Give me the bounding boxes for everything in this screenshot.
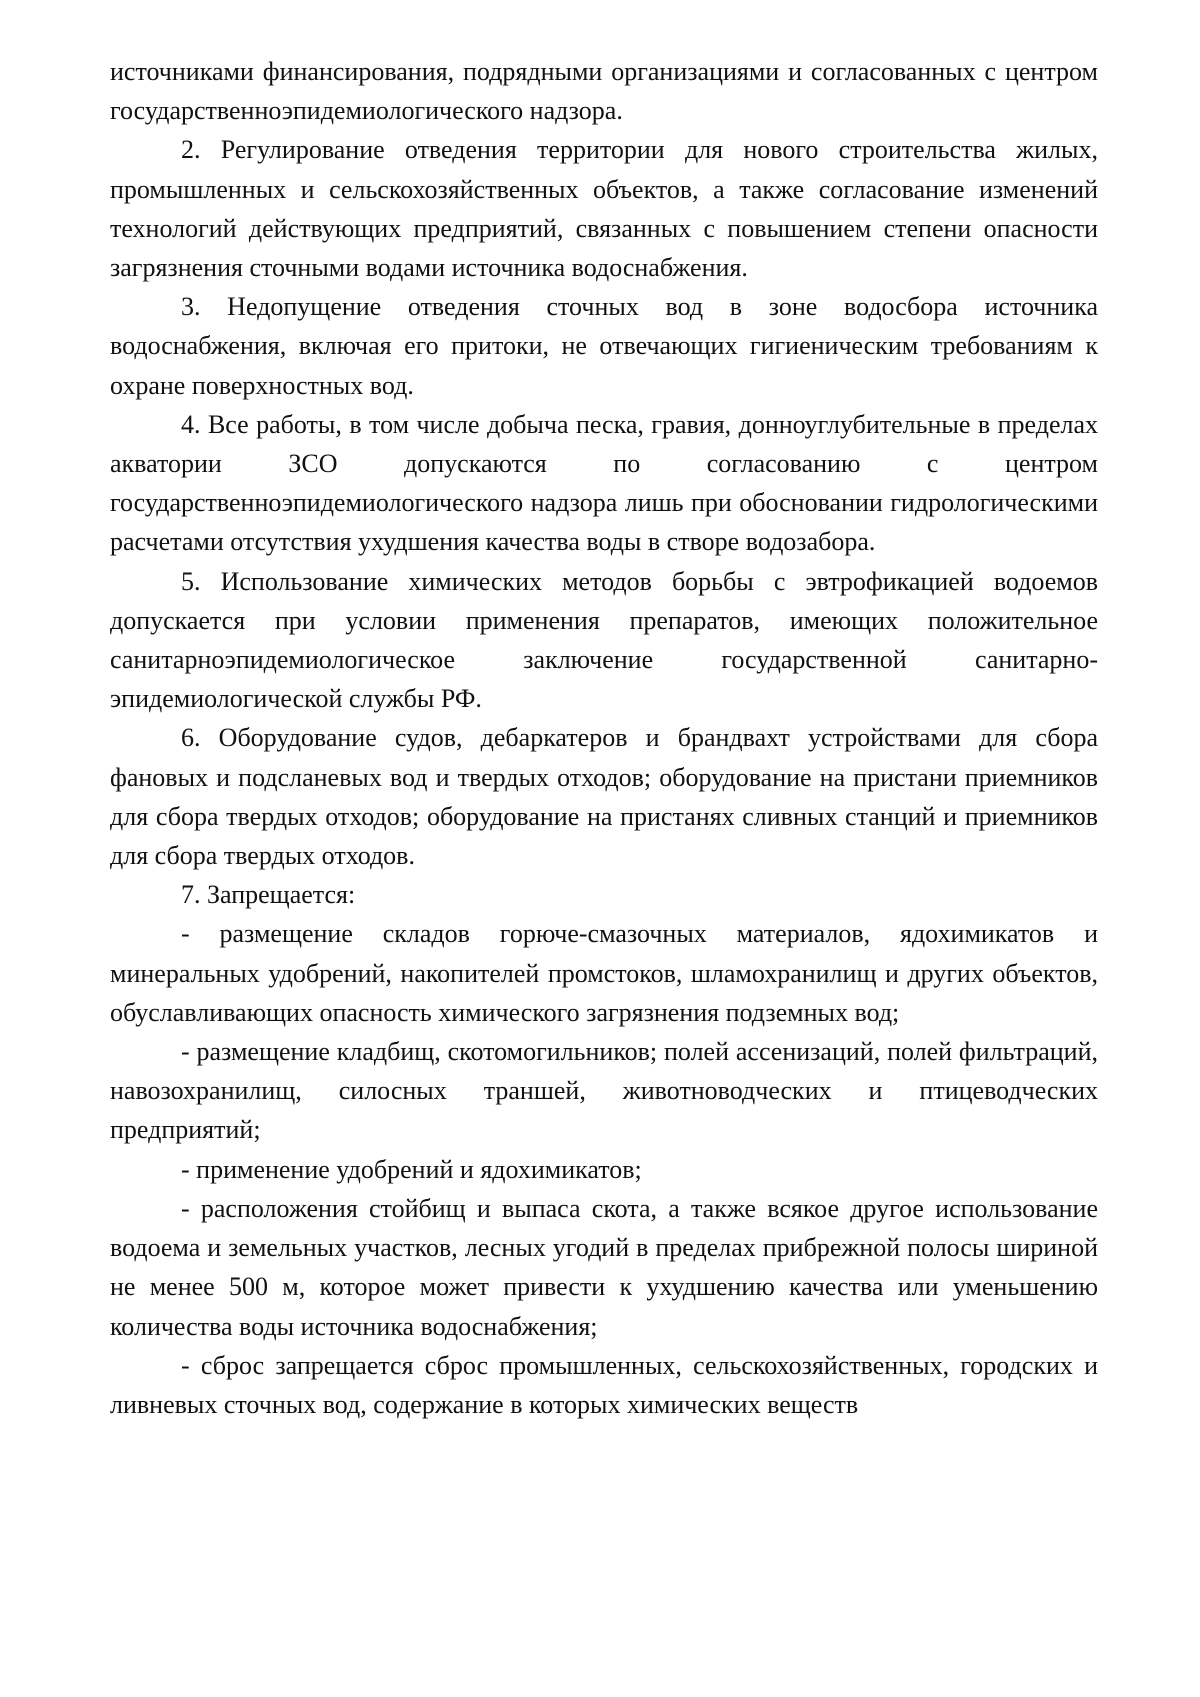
prohibition-item-1: - размещение складов горюче-смазочных материалов, ядохимикатов и минеральных удобрений, накопителей промстоков, шламохранилищ и других объектов, обуславливающих опасность химического загрязнения подземных вод; — [110, 919, 1098, 1027]
prohibition-item-5: - сброс запрещается сброс промышленных, сельскохозяйственных, городских и ливневых сточных вод, содержание в которых химических веществ — [110, 1350, 1098, 1419]
paragraph-item-4: 4. Все работы, в том числе добыча песка, гравия, донноуглубительные в пределах акватории ЗСО допускаются по согласованию с центром государственноэпидемиологического надзора лишь при обосновании гидрологическими расчетами отсутствия ухудшения качества воды в створе водозабора. — [110, 409, 1098, 557]
document-page — [110, 52, 1098, 1424]
paragraph-item-5: 5. Использование химических методов борьбы с эвтрофикацией водоемов допускается при условии применения препаратов, имеющих положительное санитарноэпидемиологическое заключение государственной санитарно-эпидемиологической службы РФ. — [110, 566, 1098, 714]
prohibition-item-2: - размещение кладбищ, скотомогильников; полей ассенизаций, полей фильтраций, навозохранилищ, силосных траншей, животноводческих и птицеводческих предприятий; — [110, 1037, 1098, 1145]
paragraph-continuation: источниками финансирования, подрядными организациями и согласованных с центром государственноэпидемиологического надзора. — [110, 57, 1098, 126]
paragraph-item-3: 3. Недопущение отведения сточных вод в зоне водосбора источника водоснабжения, включая его притоки, не отвечающих гигиеническим требованиям к охране поверхностных вод. — [110, 292, 1098, 400]
paragraph-item-2: 2. Регулирование отведения территории для нового строительства жилых, промышленных и сельскохозяйственных объектов, а также согласование изменений технологий действующих предприятий, связанных с повышением степени опасности загрязнения сточными водами источника водоснабжения. — [110, 135, 1098, 283]
prohibition-item-3: - применение удобрений и ядохимикатов; — [181, 1154, 642, 1184]
paragraph-item-6: 6. Оборудование судов, дебаркатеров и брандвахт устройствами для сбора фановых и подсланевых вод и твердых отходов; оборудование на пристани приемников для сбора твердых отходов; оборудование на пристанях сливных станций и приемников для сбора твердых отходов. — [110, 723, 1098, 871]
paragraph-item-7-heading: 7. Запрещается: — [181, 880, 356, 910]
prohibition-item-4: - расположения стойбищ и выпаса скота, а также всякое другое использование водоема и земельных участков, лесных угодий в пределах прибрежной полосы шириной не менее 500 м, которое может привести к ухудшению качества или уменьшению количества воды источника водоснабжения; — [110, 1193, 1098, 1341]
